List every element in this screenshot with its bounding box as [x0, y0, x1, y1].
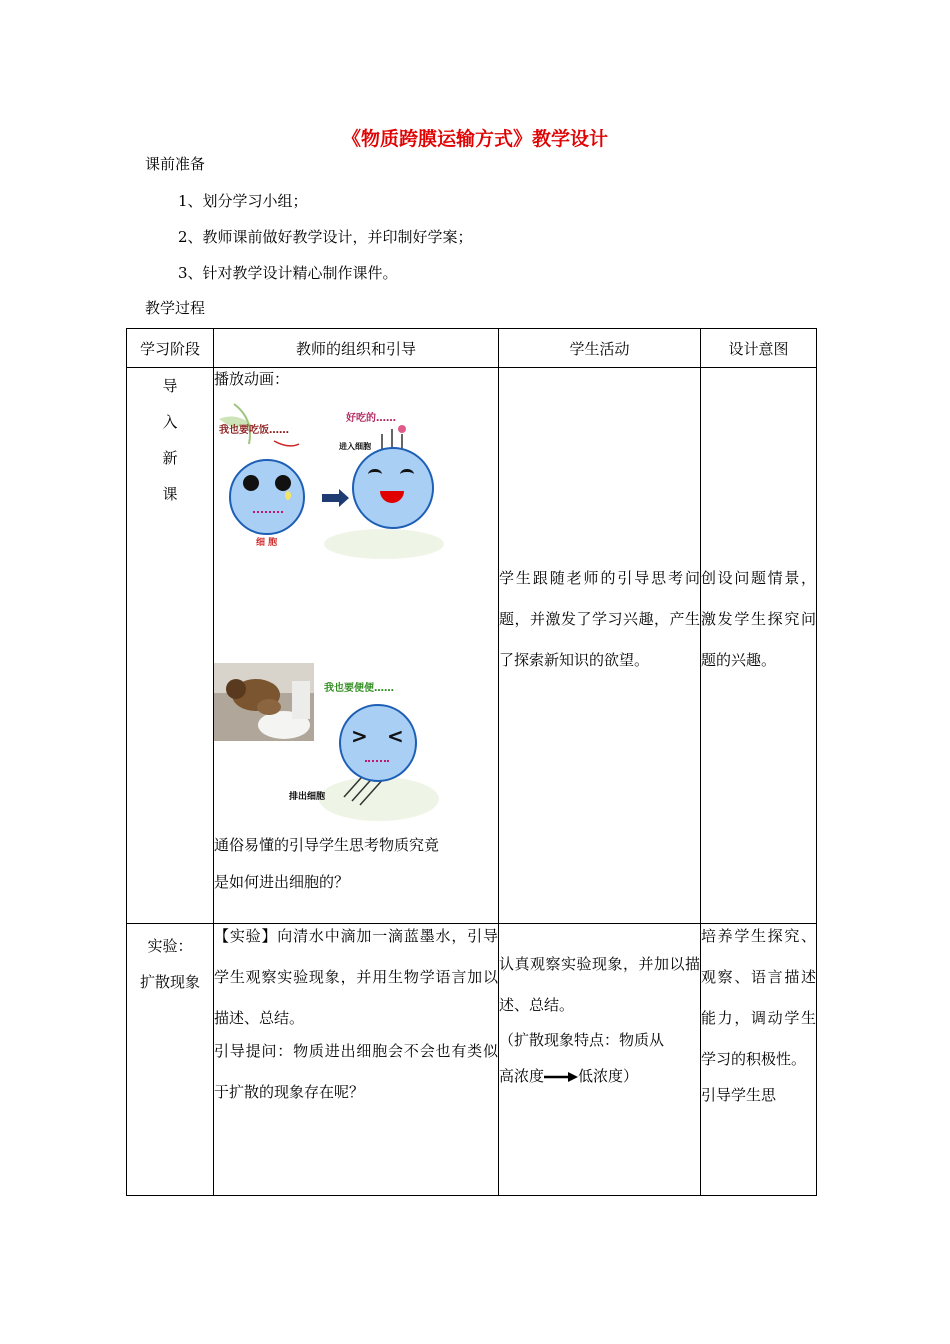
student-activity-intro: 学生跟随老师的引导思考问题，并激发了学习兴趣，产生了探索新知识的欲望。	[499, 368, 701, 924]
prep-heading: 课前准备	[145, 155, 206, 173]
teacher-intro-label: 播放动画：	[214, 370, 290, 388]
prep-item-1: 1、划分学习小组；	[178, 192, 308, 210]
stage-diffusion: 实验： 扩散现象	[127, 924, 214, 1196]
intent-diffusion-cell	[701, 924, 817, 1196]
design-intent-diffusion: 培养学生探究、观察、语言描述能力，调动学生学习的积极性。	[701, 927, 816, 1068]
yummy-caption: 好吃的……	[346, 413, 396, 424]
header-teacher: 教师的组织和引导	[214, 329, 499, 368]
header-intent: 设计意图	[701, 329, 817, 368]
prep-item-2: 2、教师课前做好教学设计，并印制好学案；	[178, 228, 473, 246]
process-heading: 教学过程	[145, 299, 206, 317]
header-student: 学生活动	[499, 329, 701, 368]
animation-illustration	[214, 389, 498, 829]
toilet-caption: 我也要便便……	[324, 683, 394, 694]
header-stage: 学习阶段	[127, 329, 214, 368]
document-title: 《物质跨膜运输方式》教学设计	[341, 128, 608, 150]
student-diffusion-cell	[499, 924, 701, 1196]
teacher-diffusion-cell	[214, 924, 499, 1196]
cell-caption: 细 胞	[256, 538, 278, 548]
design-intent-next: 引导学生思	[701, 1086, 777, 1104]
sad-cell-face	[229, 459, 305, 535]
enter-cell-caption: 进入细胞	[339, 442, 371, 451]
exit-cell-caption: 排出细胞	[289, 792, 326, 802]
design-intent-intro: 创设问题情景，激发学生探究问题的兴趣。	[701, 368, 817, 924]
teacher-intro-cell	[214, 368, 499, 924]
teacher-question-2: 是如何进出细胞的？	[214, 873, 350, 891]
table-row-intro	[127, 368, 817, 924]
happy-cell-face	[352, 447, 434, 529]
hungry-caption: 我也要吃饭……	[219, 425, 289, 436]
teacher-question-1: 通俗易懂的引导学生思考物质究竟	[214, 836, 440, 854]
table-header-row	[127, 329, 817, 368]
student-observe-text: 认真观察实验现象，并加以描述、总结。	[499, 955, 700, 1014]
prep-item-3: 3、针对教学设计精心制作课件。	[178, 264, 398, 282]
dog-toilet-photo	[214, 663, 314, 741]
arrow-right-icon	[544, 1071, 578, 1083]
straining-cell-face: > <	[339, 704, 417, 782]
table-row-diffusion	[127, 924, 817, 1196]
experiment-text: 【实验】向清水中滴加一滴蓝墨水，引导学生观察实验现象，并用生物学语言加以描述、总结。	[214, 927, 498, 1027]
diffusion-feature-text: （扩散现象特点：物质从 高浓度 低浓度）	[499, 1031, 665, 1085]
stage-intro: 导 入 新 课	[127, 368, 214, 924]
guiding-question: 引导提问：物质进出细胞会不会也有类似于扩散的现象存在呢？	[214, 1042, 498, 1101]
lesson-table	[126, 328, 817, 1196]
